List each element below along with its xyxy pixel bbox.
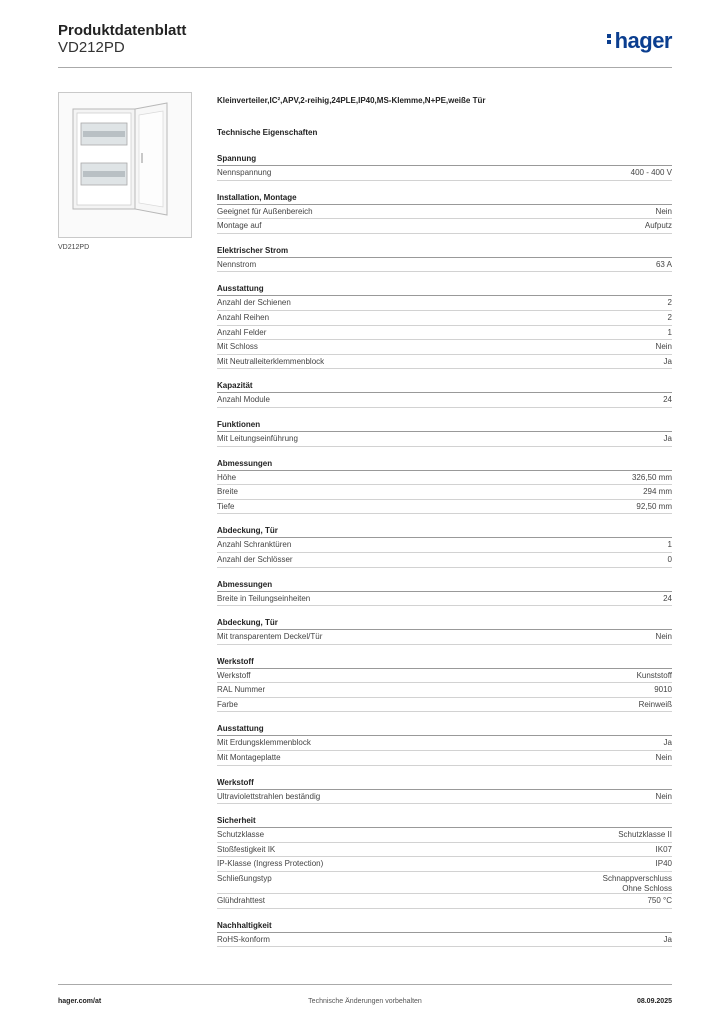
spec-row — [217, 736, 672, 751]
spec-value: 24 — [663, 593, 672, 603]
spec-label: Schutzklasse — [217, 830, 265, 840]
spec-label: Tiefe — [217, 501, 235, 511]
spec-label: Werkstoff — [217, 670, 251, 680]
spec-row — [217, 219, 672, 234]
spec-row — [217, 205, 672, 220]
spec-group-title: Abdeckung, Tür — [217, 524, 672, 538]
spec-label: Anzahl der Schienen — [217, 298, 291, 308]
spec-row — [217, 166, 672, 181]
spec-row — [217, 894, 672, 909]
spec-value: 0 — [667, 554, 672, 564]
spec-value: 294 mm — [643, 487, 672, 497]
spec-value: Reinweiß — [638, 699, 672, 709]
spec-value: 326,50 mm — [631, 472, 672, 482]
spec-value: Schutzklasse II — [618, 830, 672, 840]
spec-label: Mit Neutralleiterklemmenblock — [217, 356, 325, 366]
spec-group — [217, 457, 672, 515]
spec-row — [217, 296, 672, 311]
spec-group — [217, 578, 672, 607]
spec-group-title: Werkstoff — [217, 776, 672, 790]
spec-value: Nein — [655, 753, 672, 763]
spec-label: Montage auf — [217, 221, 262, 231]
spec-group-title: Abmessungen — [217, 457, 672, 471]
spec-value: 750 °C — [647, 896, 672, 906]
spec-label: Anzahl Felder — [217, 327, 267, 337]
spec-value: Ja — [663, 934, 672, 944]
spec-value: Kunststoff — [636, 670, 672, 680]
spec-row — [217, 355, 672, 370]
spec-value: Aufputz — [644, 221, 672, 231]
spec-group-title: Installation, Montage — [217, 191, 672, 205]
footer-disclaimer: Technische Änderungen vorbehalten — [308, 998, 422, 1005]
spec-group — [217, 776, 672, 805]
footer-website: hager.com/at — [58, 998, 102, 1005]
spec-row — [217, 669, 672, 684]
spec-label: RoHS-konform — [217, 934, 270, 944]
spec-row — [217, 471, 672, 486]
spec-row — [217, 857, 672, 872]
spec-label: Mit Erdungsklemmenblock — [217, 738, 311, 748]
spec-row — [217, 933, 672, 948]
spec-group — [217, 191, 672, 234]
product-code: VD212PD — [58, 39, 125, 56]
spec-value: Ja — [663, 356, 672, 366]
spec-label: Stoßfestigkeit IK — [217, 844, 276, 854]
spec-group — [217, 418, 672, 447]
logo-text: hager — [614, 28, 672, 53]
spec-value: 9010 — [654, 685, 672, 695]
spec-row — [217, 258, 672, 273]
spec-label: Nennspannung — [217, 168, 272, 177]
spec-label: Anzahl Schranktüren — [217, 540, 292, 550]
spec-value: 92,50 mm — [636, 501, 672, 511]
spec-value: 63 A — [655, 259, 672, 269]
distribution-board-icon — [59, 93, 191, 237]
spec-row — [217, 698, 672, 713]
spec-value: 2 — [667, 298, 672, 308]
spec-value: 1 — [667, 327, 672, 337]
product-description: Kleinverteiler,IC²,APV,2-reihig,24PLE,IP40,MS-Klemme,N+PE,weiße Tür — [217, 96, 486, 105]
spec-value: Schnappverschluss Ohne Schloss — [602, 874, 672, 893]
spec-group-title: Ausstattung — [217, 282, 672, 296]
spec-value: IK07 — [655, 844, 672, 854]
spec-row — [217, 790, 672, 805]
section-title: Technische Eigenschaften — [217, 128, 318, 137]
spec-group — [217, 524, 672, 567]
spec-label: Mit Schloss — [217, 342, 258, 352]
page-header — [58, 22, 672, 68]
spec-group — [217, 919, 672, 948]
spec-value: 24 — [663, 395, 672, 405]
spec-row — [217, 311, 672, 326]
spec-group-title: Kapazität — [217, 379, 672, 393]
spec-label: Mit Leitungseinführung — [217, 433, 298, 443]
spec-group-title: Werkstoff — [217, 655, 672, 669]
spec-value: Nein — [655, 632, 672, 642]
spec-group — [217, 244, 672, 273]
spec-label: Ultraviolettstrahlen beständig — [217, 791, 321, 801]
spec-row — [217, 630, 672, 645]
product-image — [58, 92, 192, 238]
spec-value: 1 — [667, 540, 672, 550]
spec-label: Breite — [217, 487, 238, 497]
spec-row — [217, 432, 672, 447]
spec-label: Glühdrahttest — [217, 896, 266, 906]
spec-value: Nein — [655, 206, 672, 216]
spec-label: IP-Klasse (Ingress Protection) — [217, 859, 324, 869]
spec-label: Farbe — [217, 699, 238, 709]
spec-group-title: Elektrischer Strom — [217, 244, 672, 258]
spec-group-title: Sicherheit — [217, 814, 672, 828]
spec-label: Mit transparentem Deckel/Tür — [217, 632, 323, 642]
spec-value: IP40 — [655, 859, 672, 869]
spec-label: Breite in Teilungseinheiten — [217, 593, 311, 603]
spec-groups — [217, 152, 672, 947]
spec-row — [217, 828, 672, 843]
document-title: Produktdatenblatt — [58, 22, 187, 39]
spec-group-title: Nachhaltigkeit — [217, 919, 672, 933]
spec-label: Mit Montageplatte — [217, 753, 281, 763]
spec-value: 2 — [667, 312, 672, 322]
footer-date: 08.09.2025 — [636, 998, 672, 1005]
spec-row — [217, 393, 672, 408]
spec-row — [217, 485, 672, 500]
spec-label: Geeignet für Außenbereich — [217, 206, 313, 216]
spec-row — [217, 538, 672, 553]
spec-row — [217, 592, 672, 607]
spec-label: Schließungstyp — [217, 874, 272, 884]
spec-group-title: Ausstattung — [217, 722, 672, 736]
spec-value: 400 - 400 V — [630, 168, 672, 177]
spec-content — [217, 96, 672, 957]
spec-row — [217, 843, 672, 858]
spec-group-title: Spannung — [217, 152, 672, 166]
spec-label: Anzahl Reihen — [217, 312, 270, 322]
spec-value: Nein — [655, 342, 672, 352]
spec-label: Nennstrom — [217, 259, 257, 269]
spec-value: Nein — [655, 791, 672, 801]
image-caption: VD212PD — [58, 244, 90, 251]
spec-row — [217, 553, 672, 568]
logo-dots-icon — [607, 32, 613, 46]
spec-group-title: Funktionen — [217, 418, 672, 432]
spec-row — [217, 872, 672, 894]
hager-logo — [607, 28, 672, 54]
spec-group — [217, 152, 672, 181]
spec-value: Ja — [663, 433, 672, 443]
spec-label: RAL Nummer — [217, 685, 266, 695]
spec-row — [217, 683, 672, 698]
page-footer — [58, 984, 672, 1008]
spec-label: Anzahl Module — [217, 395, 270, 405]
spec-value: Ja — [663, 738, 672, 748]
spec-row — [217, 751, 672, 766]
spec-group-title: Abmessungen — [217, 578, 672, 592]
spec-group — [217, 655, 672, 713]
spec-group — [217, 379, 672, 408]
spec-group — [217, 616, 672, 645]
spec-group — [217, 282, 672, 369]
spec-group — [217, 814, 672, 908]
spec-row — [217, 340, 672, 355]
spec-label: Höhe — [217, 472, 237, 482]
spec-group-title: Abdeckung, Tür — [217, 616, 672, 630]
spec-label: Anzahl der Schlösser — [217, 554, 293, 564]
spec-row — [217, 500, 672, 515]
spec-group — [217, 722, 672, 765]
spec-row — [217, 326, 672, 341]
